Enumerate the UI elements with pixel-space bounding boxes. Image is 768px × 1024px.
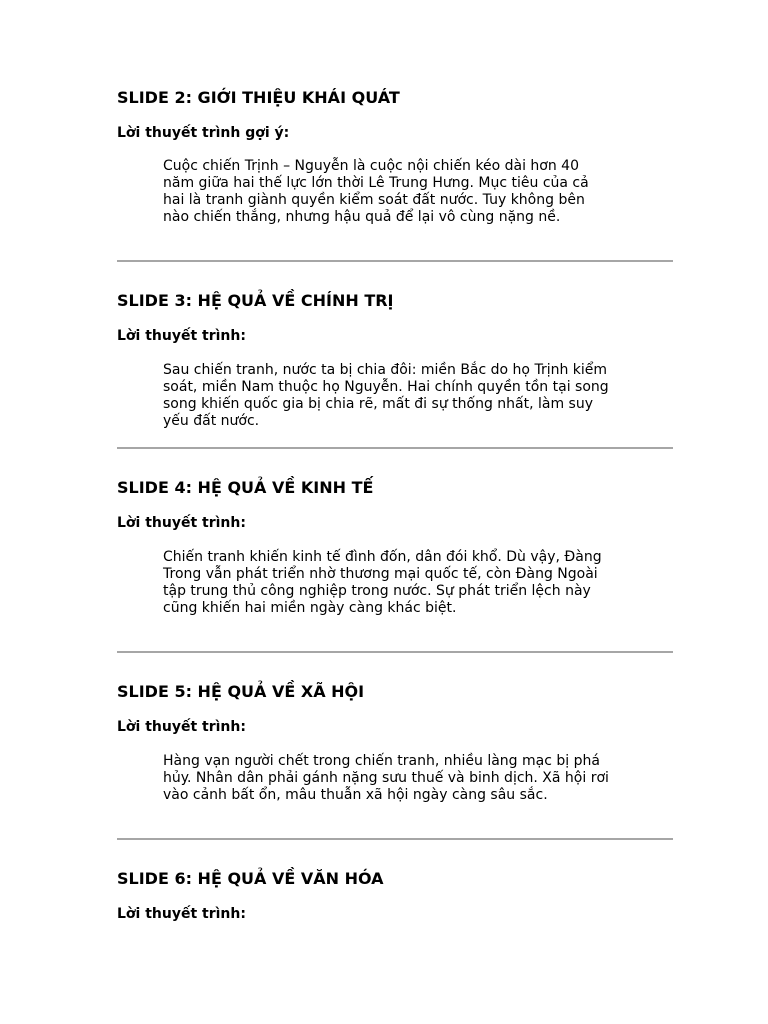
script-label: Lời thuyết trình: xyxy=(117,719,246,735)
script-label: Lời thuyết trình: xyxy=(117,328,246,344)
slide-heading: SLIDE 4: HỆ QUẢ VỀ KINH TẾ xyxy=(117,478,374,497)
section-divider xyxy=(117,651,673,653)
script-body: Cuộc chiến Trịnh – Nguyễn là cuộc nội chiến kéo dài hơn 40 năm giữa hai thế lực lớn thời Lê Trung Hưng. Mục tiêu của cả hai là tranh giành quyền kiểm soát đất nước. Tuy không bên nào chiến thắng, nhưng hậu quả để lại vô cùng nặng nề. xyxy=(163,158,589,225)
script-label: Lời thuyết trình: xyxy=(117,515,246,531)
slide-heading: SLIDE 6: HỆ QUẢ VỀ VĂN HÓA xyxy=(117,869,384,888)
section-divider xyxy=(117,838,673,840)
slide-heading: SLIDE 2: GIỚI THIỆU KHÁI QUÁT xyxy=(117,88,400,107)
section-divider xyxy=(117,447,673,449)
slide-heading: SLIDE 3: HỆ QUẢ VỀ CHÍNH TRỊ xyxy=(117,291,394,310)
script-label: Lời thuyết trình gợi ý: xyxy=(117,125,290,141)
section-divider xyxy=(117,260,673,262)
script-body: Hàng vạn người chết trong chiến tranh, nhiều làng mạc bị phá hủy. Nhân dân phải gánh nặng sưu thuế và binh dịch. Xã hội rơi vào cảnh bất ổn, mâu thuẫn xã hội ngày càng sâu sắc. xyxy=(163,753,609,803)
script-label: Lời thuyết trình: xyxy=(117,906,246,922)
script-body: Chiến tranh khiến kinh tế đình đốn, dân đói khổ. Dù vậy, Đàng Trong vẫn phát triển nhờ thương mại quốc tế, còn Đàng Ngoài tập trung thủ công nghiệp trong nước. Sự phát triển lệch này cũng khiến hai miền ngày càng khác biệt. xyxy=(163,549,602,616)
slide-heading: SLIDE 5: HỆ QUẢ VỀ XÃ HỘI xyxy=(117,682,365,701)
script-body: Sau chiến tranh, nước ta bị chia đôi: miền Bắc do họ Trịnh kiểm soát, miền Nam thuộc họ Nguyễn. Hai chính quyền tồn tại song song khiến quốc gia bị chia rẽ, mất đi sự thống nhất, làm suy yếu đất nước. xyxy=(163,362,609,429)
